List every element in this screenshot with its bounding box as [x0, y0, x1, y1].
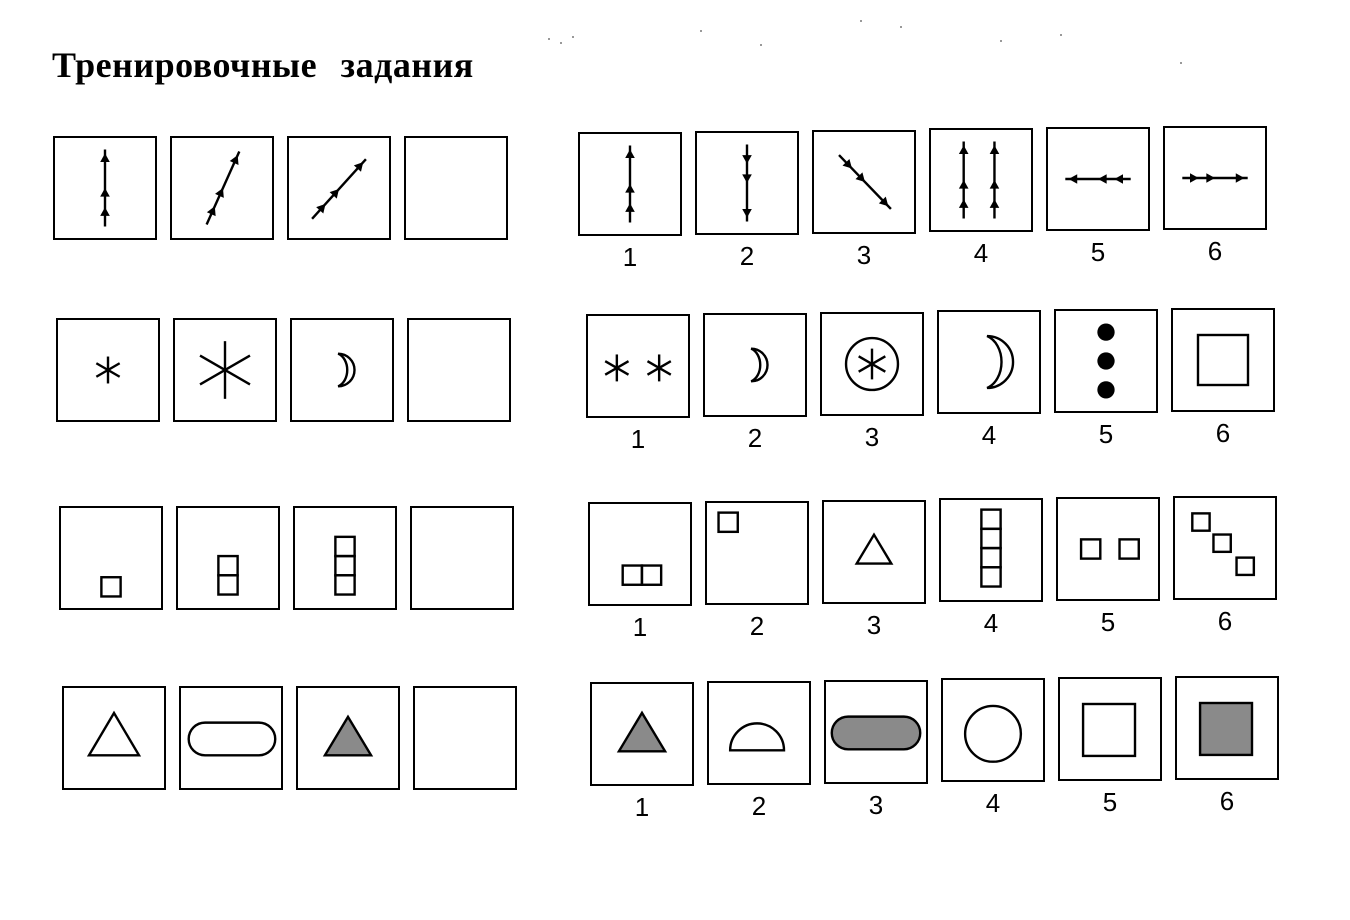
- option-cell[interactable]: [1175, 676, 1279, 780]
- sequence-cell[interactable]: [176, 506, 280, 610]
- option-cell[interactable]: [1056, 497, 1160, 601]
- option-number: 4: [985, 788, 1001, 818]
- circle-figure: [943, 680, 1043, 780]
- scan-speck: [1060, 34, 1062, 36]
- arrows-double-vertical-figure: [931, 130, 1031, 230]
- square-corner-figure: [707, 503, 807, 603]
- option-cell[interactable]: [824, 680, 928, 784]
- triangle-filled-figure: [592, 684, 692, 784]
- crescent-large-figure: [939, 312, 1039, 412]
- option-number: 5: [1100, 607, 1116, 637]
- empty-figure: [412, 508, 512, 608]
- option-cell[interactable]: [939, 498, 1043, 602]
- answer-blank-cell[interactable]: [404, 136, 508, 240]
- option-cell[interactable]: [941, 678, 1045, 782]
- empty-figure: [415, 688, 515, 788]
- option-number: 2: [739, 241, 755, 271]
- option-cell[interactable]: [812, 130, 916, 234]
- option-number: 1: [634, 792, 650, 822]
- two-asterisks-figure: [588, 316, 688, 416]
- option-number: 5: [1102, 787, 1118, 817]
- option-cell[interactable]: [822, 500, 926, 604]
- arrow-vertical-up-figure: [580, 134, 680, 234]
- two-squares-apart-figure: [1058, 499, 1158, 599]
- four-squares-stacked-figure: [941, 500, 1041, 600]
- square-outline-figure: [1060, 679, 1160, 779]
- option-number: 5: [1090, 237, 1106, 267]
- arrow-diagonal-down-right-figure: [814, 132, 914, 232]
- three-dots-figure: [1056, 311, 1156, 411]
- option-number: 6: [1215, 418, 1231, 448]
- option-cell[interactable]: [929, 128, 1033, 232]
- option-cell[interactable]: [578, 132, 682, 236]
- option-number: 4: [983, 608, 999, 638]
- answer-blank-cell[interactable]: [410, 506, 514, 610]
- asterisk-large-figure: [175, 320, 275, 420]
- option-cell[interactable]: [1058, 677, 1162, 781]
- triangle-filled-figure: [298, 688, 398, 788]
- asterisk-in-circle-figure: [822, 314, 922, 414]
- option-number: 3: [856, 240, 872, 270]
- sequence-cell[interactable]: [179, 686, 283, 790]
- arrow-vertical-down-figure: [697, 133, 797, 233]
- scan-speck: [700, 30, 702, 32]
- option-cell[interactable]: [695, 131, 799, 235]
- scan-speck: [1180, 62, 1182, 64]
- option-number: 3: [868, 790, 884, 820]
- page-title: Тренировочные задания: [52, 45, 474, 85]
- arrow-vertical-figure: [55, 138, 155, 238]
- asterisk-small-figure: [58, 320, 158, 420]
- scan-speck: [548, 38, 550, 40]
- sequence-cell[interactable]: [53, 136, 157, 240]
- option-cell[interactable]: [1173, 496, 1277, 600]
- sequence-cell[interactable]: [56, 318, 160, 422]
- sequence-cell[interactable]: [293, 506, 397, 610]
- sequence-cell[interactable]: [290, 318, 394, 422]
- triangle-small-figure: [824, 502, 924, 602]
- option-cell[interactable]: [590, 682, 694, 786]
- option-number: 6: [1217, 606, 1233, 636]
- arrow-diagonal-shallow-figure: [289, 138, 389, 238]
- option-number: 1: [632, 612, 648, 642]
- option-cell[interactable]: [820, 312, 924, 416]
- empty-figure: [409, 320, 509, 420]
- crescent-small-figure: [705, 315, 805, 415]
- scan-speck: [560, 42, 562, 44]
- option-cell[interactable]: [1171, 308, 1275, 412]
- option-number: 2: [749, 611, 765, 641]
- answer-blank-cell[interactable]: [413, 686, 517, 790]
- oval-outline-figure: [181, 688, 281, 788]
- scan-speck: [760, 44, 762, 46]
- crescent-small-figure: [292, 320, 392, 420]
- option-cell[interactable]: [705, 501, 809, 605]
- scan-speck: [572, 36, 574, 38]
- arrow-horizontal-right-figure: [1165, 128, 1265, 228]
- option-number: 1: [622, 242, 638, 272]
- sequence-cell[interactable]: [287, 136, 391, 240]
- scan-speck: [860, 20, 862, 22]
- sequence-cell[interactable]: [62, 686, 166, 790]
- option-cell[interactable]: [586, 314, 690, 418]
- arrow-horizontal-left-figure: [1048, 129, 1148, 229]
- option-cell[interactable]: [1046, 127, 1150, 231]
- option-cell[interactable]: [703, 313, 807, 417]
- semicircle-figure: [709, 683, 809, 783]
- sequence-cell[interactable]: [173, 318, 277, 422]
- option-cell[interactable]: [588, 502, 692, 606]
- option-cell[interactable]: [1163, 126, 1267, 230]
- oval-filled-figure: [826, 682, 926, 782]
- sequence-cell[interactable]: [59, 506, 163, 610]
- option-number: 5: [1098, 419, 1114, 449]
- sequence-cell[interactable]: [170, 136, 274, 240]
- option-cell[interactable]: [707, 681, 811, 785]
- option-number: 3: [864, 422, 880, 452]
- sequence-cell[interactable]: [296, 686, 400, 790]
- scan-speck: [900, 26, 902, 28]
- option-cell[interactable]: [937, 310, 1041, 414]
- option-number: 6: [1207, 236, 1223, 266]
- square-filled-figure: [1177, 678, 1277, 778]
- option-number: 2: [751, 791, 767, 821]
- triangle-outline-figure: [64, 688, 164, 788]
- option-number: 2: [747, 423, 763, 453]
- square-figure: [1173, 310, 1273, 410]
- option-number: 6: [1219, 786, 1235, 816]
- scan-speck: [1000, 40, 1002, 42]
- option-number: 3: [866, 610, 882, 640]
- one-square-figure: [61, 508, 161, 608]
- three-squares-diagonal-figure: [1175, 498, 1275, 598]
- option-cell[interactable]: [1054, 309, 1158, 413]
- arrow-diagonal-steep-figure: [172, 138, 272, 238]
- two-squares-stacked-figure: [178, 508, 278, 608]
- option-number: 1: [630, 424, 646, 454]
- three-squares-stacked-figure: [295, 508, 395, 608]
- option-number: 4: [981, 420, 997, 450]
- option-number: 4: [973, 238, 989, 268]
- answer-blank-cell[interactable]: [407, 318, 511, 422]
- two-squares-row-figure: [590, 504, 690, 604]
- empty-figure: [406, 138, 506, 238]
